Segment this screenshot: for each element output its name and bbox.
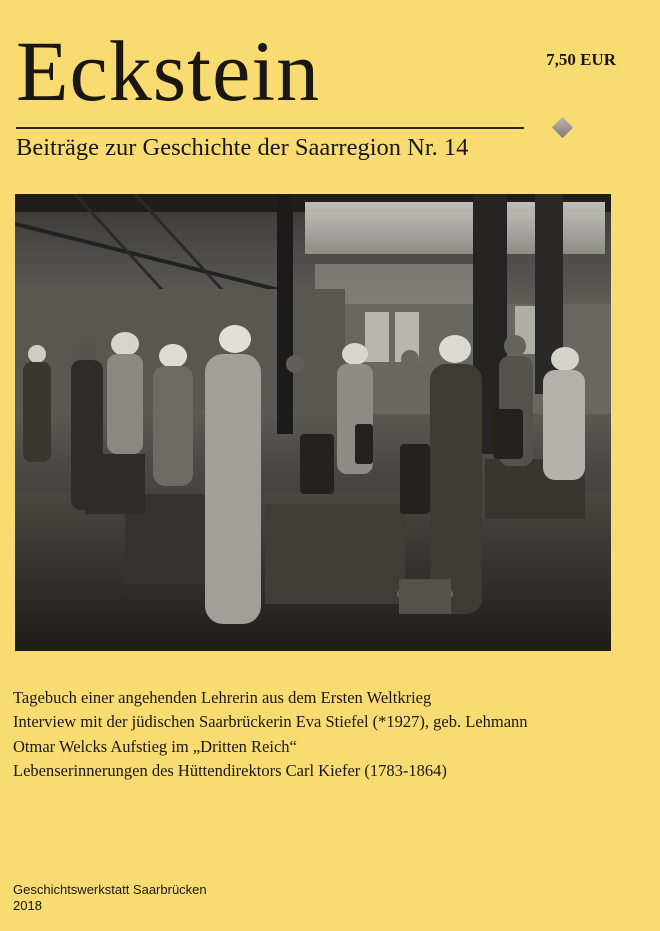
title-rule xyxy=(16,127,524,129)
publication-year: 2018 xyxy=(13,898,42,913)
price-label: 7,50 EUR xyxy=(546,50,616,69)
publisher-block xyxy=(13,882,207,914)
article-list xyxy=(13,686,528,783)
article-item-3: Otmar Welcks Aufstieg im „Dritten Reich“ xyxy=(13,736,297,756)
cover-photo xyxy=(15,194,611,651)
publisher-name: Geschichtswerkstatt Saarbrücken xyxy=(13,882,207,897)
diamond-ornament-icon xyxy=(552,117,573,138)
article-item-4: Lebenserinnerungen des Hüttendirektors Carl Kiefer (1783-1864) xyxy=(13,760,447,780)
magazine-title: Eckstein xyxy=(16,23,321,119)
article-item-2: Interview mit der jüdischen Saarbrückerin Eva Stiefel (*1927), geb. Lehmann xyxy=(13,712,528,732)
article-item-1: Tagebuch einer angehenden Lehrerin aus dem Ersten Weltkrieg xyxy=(13,688,432,707)
factory-workers-photo xyxy=(15,194,611,651)
magazine-subtitle: Beiträge zur Geschichte der Saarregion Nr. 14 xyxy=(16,134,469,161)
